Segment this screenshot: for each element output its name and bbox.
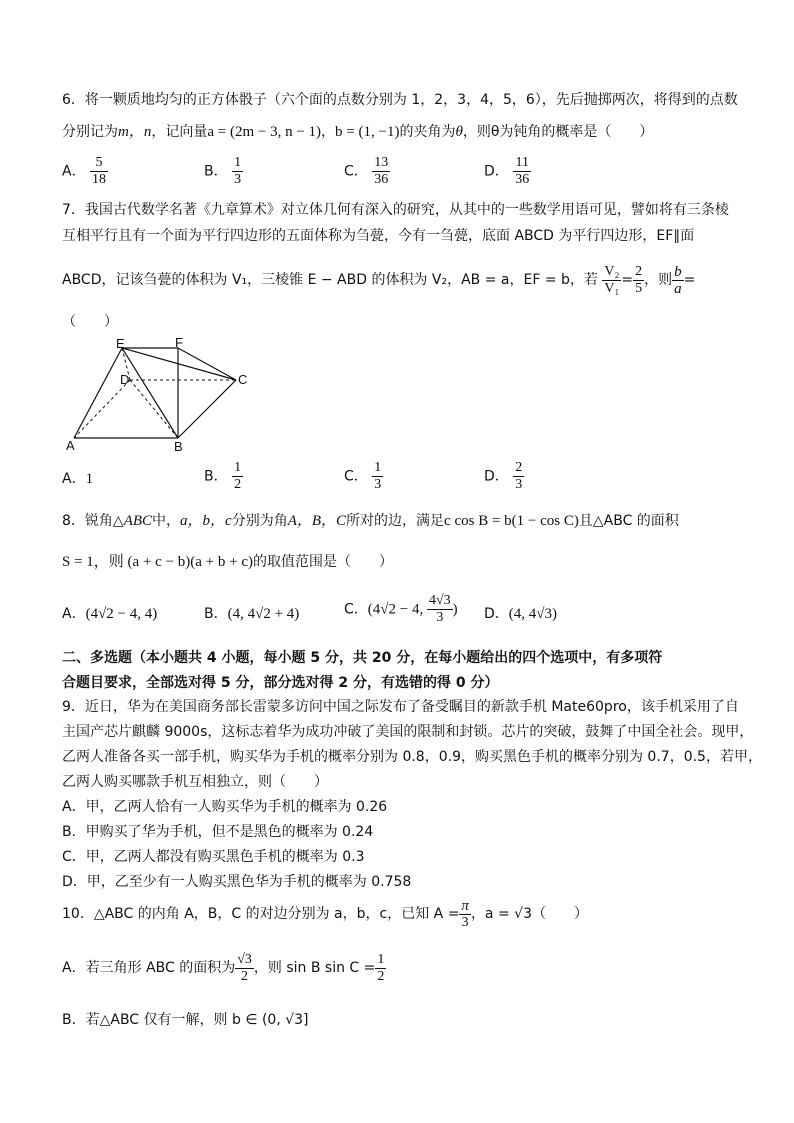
q6-text-a: 分别记为 [62, 124, 118, 140]
q8-option-c-pre: (4√2 − 4, [367, 601, 427, 618]
q8-line1-g: 所对的边，满足 [346, 513, 445, 529]
label-c: C [238, 372, 248, 387]
q10-option-a-text-a: A．若三角形 ABC 的面积为 [62, 960, 236, 976]
q6-c-den: 36 [374, 172, 389, 187]
q8-option-a[interactable] [62, 603, 157, 623]
q8-line1-b: ABC [123, 513, 153, 529]
edge-db [130, 380, 178, 438]
q8-line1-a: 8．锐角△ [62, 513, 124, 529]
q10-angle-frac [459, 898, 471, 931]
q6-text-d: 的夹角为 [399, 124, 456, 140]
q6-option-a-frac [90, 155, 108, 188]
q7-option-d-label: D． [484, 468, 509, 485]
q10-option-a-num1: √3 [237, 951, 252, 967]
q8-option-b[interactable] [204, 603, 299, 623]
q7-ratio-den: V₁ [604, 280, 620, 296]
q8-line2-b: 的取值范围是（ ） [253, 554, 394, 570]
q10-angle-den: 3 [461, 914, 469, 930]
q6-option-d[interactable] [484, 155, 531, 188]
q8-line1-h: c cos B = b(1 − cos C) [444, 513, 579, 529]
q6-b-num: 1 [234, 155, 242, 170]
q7-answer-den: a [674, 280, 682, 297]
q6-text-c: ，记向量 [151, 124, 208, 140]
q6-option-b-label: B． [204, 163, 228, 180]
q10-stem [62, 894, 588, 934]
q9-line1: 9．近日，华为在美国商务部长雷蒙多访问中国之际发布了备受瞩目的新款手机 Mate60pro，该手机采用了自 [62, 699, 739, 715]
q8-line1-d: a，b，c [180, 513, 232, 529]
q6-c-num: 13 [374, 155, 389, 170]
q7-value-frac [633, 264, 644, 297]
q7-b-num: 1 [234, 460, 242, 475]
q6-option-a-label: A． [62, 163, 86, 180]
edge-fc [178, 348, 236, 380]
q7-option-d[interactable] [484, 460, 524, 493]
q7-paren: （ ） [62, 314, 118, 330]
label-e: E [116, 336, 125, 351]
q7-d-num: 2 [515, 460, 523, 475]
q6-text-e: ，则θ为钝角的概率是（ ） [462, 124, 654, 140]
q8-c-num: 4√3 [428, 593, 451, 608]
q8-option-d[interactable] [484, 603, 557, 623]
q9-line2: 主国产芯片麒麟 9000s，这标志着华为成功冲破了美国的限制和封锁。芯片的突破，鼓舞了中国全社会。现甲， [62, 724, 754, 740]
q7-answer-frac [672, 264, 684, 297]
q6-vector-a: a = (2m − 3, n − 1) [207, 124, 322, 140]
q7-option-a-label: A． [62, 471, 86, 487]
q8-line2 [62, 552, 393, 572]
q6-option-d-label: D． [484, 163, 509, 180]
label-a: A [66, 438, 75, 453]
q7-option-b[interactable] [204, 460, 243, 493]
q8-option-c-label: C． [344, 601, 368, 618]
q7-line3-c: = [683, 272, 696, 288]
q8-line2-a: S = 1，则 (a + c − b)(a + b + c) [62, 554, 254, 570]
q8-option-c[interactable] [344, 593, 458, 626]
q7-figure [60, 336, 260, 456]
q7-value-num: 2 [635, 263, 643, 279]
q6-option-c[interactable] [344, 155, 390, 188]
q10-option-a-frac2 [375, 952, 386, 985]
label-d: D [120, 372, 130, 387]
q10-option-a-frac1 [235, 952, 254, 985]
q8-line1-i: 且△ABC 的面积 [578, 513, 679, 529]
q6-mn: m，n [118, 124, 152, 140]
q6-b-den: 3 [234, 172, 242, 187]
q8-c-den: 3 [436, 610, 444, 625]
q8-line1-e: 分别为角 [231, 513, 288, 529]
q6-d-den: 36 [515, 172, 530, 187]
section2-heading-line2: 合题目要求，全部选对得 5 分，部分选对得 2 分，有选错的得 0 分） [62, 675, 499, 691]
q7-option-c-frac [372, 460, 383, 493]
q9-line4: 乙两人购买哪款手机互相独立，则（ ） [62, 774, 328, 790]
q6-option-c-label: C． [344, 163, 368, 180]
q7-option-d-frac [513, 460, 524, 493]
q6-theta: θ [455, 124, 463, 140]
q6-option-b-frac [232, 155, 243, 188]
q7-option-a-text: 1 [85, 471, 94, 487]
q7-line2: 互相平行且有一个面为平行四边形的五面体称为刍甍，今有一刍甍，底面 ABCD 为平行四边形，EF∥面 [62, 228, 695, 244]
q6-d-num: 11 [513, 155, 531, 172]
q8-line1 [62, 511, 679, 531]
q7-answer-num: b [674, 263, 682, 280]
q7-ratio-num: V₂ [604, 263, 620, 279]
q6-option-a[interactable] [62, 155, 108, 188]
q10-option-b[interactable]: B．若△ABC 仅有一解，则 b ∈ (0, √3] [62, 1012, 309, 1028]
label-f: F [175, 336, 183, 350]
q10-stem-a: 10．△ABC 的内角 A，B，C 的对边分别为 a，b，c，已知 A = [62, 906, 460, 922]
q6-option-d-frac [513, 155, 531, 188]
q6-a-den: 18 [92, 172, 107, 187]
q6-option-b[interactable] [204, 155, 243, 188]
q6-line1: 6．将一颗质地均匀的正方体骰子（六个面的点数分别为 1，2，3，4，5，6），先后抛掷两次，将得到的点数 [62, 92, 738, 108]
q6-a-num: 5 [90, 155, 108, 172]
q7-eq: = [621, 272, 634, 288]
q7-line1: 7．我国古代数学名著《九章算术》对立体几何有深入的研究，从其中的一些数学用语可见，譬如将有三条棱 [62, 202, 729, 218]
q7-option-c[interactable] [344, 460, 383, 493]
q9-line3: 乙两人准备各买一部手机，购买华为手机的概率分别为 0.8，0.9，购买黑色手机的概率分别为 0.7，0.5，若甲， [62, 749, 762, 765]
q7-d-den: 3 [515, 477, 523, 492]
q10-option-a[interactable] [62, 948, 386, 988]
q7-ratio-frac [602, 264, 621, 297]
q7-line3-a: ABCD，记该刍甍的体积为 V₁，三棱锥 E − ABD 的体积为 V₂，AB = a，EF = b，若 [62, 272, 598, 288]
q6-vector-b: b = (1, −1) [335, 124, 400, 140]
q7-option-b-label: B． [204, 468, 228, 485]
q7-line3-b: ，则 [644, 272, 673, 288]
q6-sep: ， [321, 124, 336, 140]
edge-bc [178, 380, 236, 438]
q10-stem-b: ，a = √3（ ） [470, 906, 588, 922]
label-b: B [174, 439, 183, 454]
q8-option-c-frac [427, 593, 453, 626]
q7-line3 [62, 260, 695, 300]
q7-option-a[interactable] [62, 468, 93, 488]
q8-line1-f: A，B，C [287, 513, 347, 529]
section2-heading-line1: 二、多选题（本小题共 4 小题，每小题 5 分，共 20 分，在每小题给出的四个选项中，有多项符 [62, 650, 663, 666]
q8-option-b-text: (4, 4√2 + 4) [227, 606, 300, 622]
q8-option-a-text: (4√2 − 4, 4) [85, 606, 158, 622]
q7-c-den: 3 [374, 477, 382, 492]
q10-option-a-den2: 2 [377, 968, 385, 984]
q7-option-c-label: C． [344, 468, 368, 485]
q7-option-b-frac [232, 460, 243, 493]
q8-option-a-label: A． [62, 606, 86, 622]
q9-option-c[interactable]: C．甲，乙两人都没有购买黑色手机的概率为 0.3 [62, 849, 365, 865]
q8-option-d-text: (4, 4√3) [508, 606, 558, 622]
q8-option-b-label: B． [204, 606, 228, 622]
q9-option-d[interactable]: D．甲，乙至少有一人购买黑色华为手机的概率为 0.758 [62, 874, 412, 890]
q7-c-num: 1 [374, 460, 382, 475]
q6-line2 [62, 122, 653, 142]
q8-option-d-label: D． [484, 606, 509, 622]
q8-option-c-post: ) [452, 601, 458, 618]
q10-option-a-text-b: ，则 sin B sin C = [253, 960, 376, 976]
q9-option-a[interactable]: A．甲，乙两人恰有一人购买华为手机的概率为 0.26 [62, 799, 388, 815]
edge-da [74, 380, 130, 438]
q9-option-b[interactable]: B．甲购买了华为手机，但不是黑色的概率为 0.24 [62, 824, 374, 840]
edge-ea [74, 348, 122, 438]
q8-line1-c: 中， [152, 513, 181, 529]
q10-option-a-den1: 2 [241, 968, 249, 984]
q6-option-c-frac [372, 155, 390, 188]
q7-value-den: 5 [635, 280, 643, 296]
q7-b-den: 2 [234, 477, 242, 492]
q10-angle-num: π [461, 897, 469, 914]
q10-option-a-num2: 1 [377, 951, 385, 967]
